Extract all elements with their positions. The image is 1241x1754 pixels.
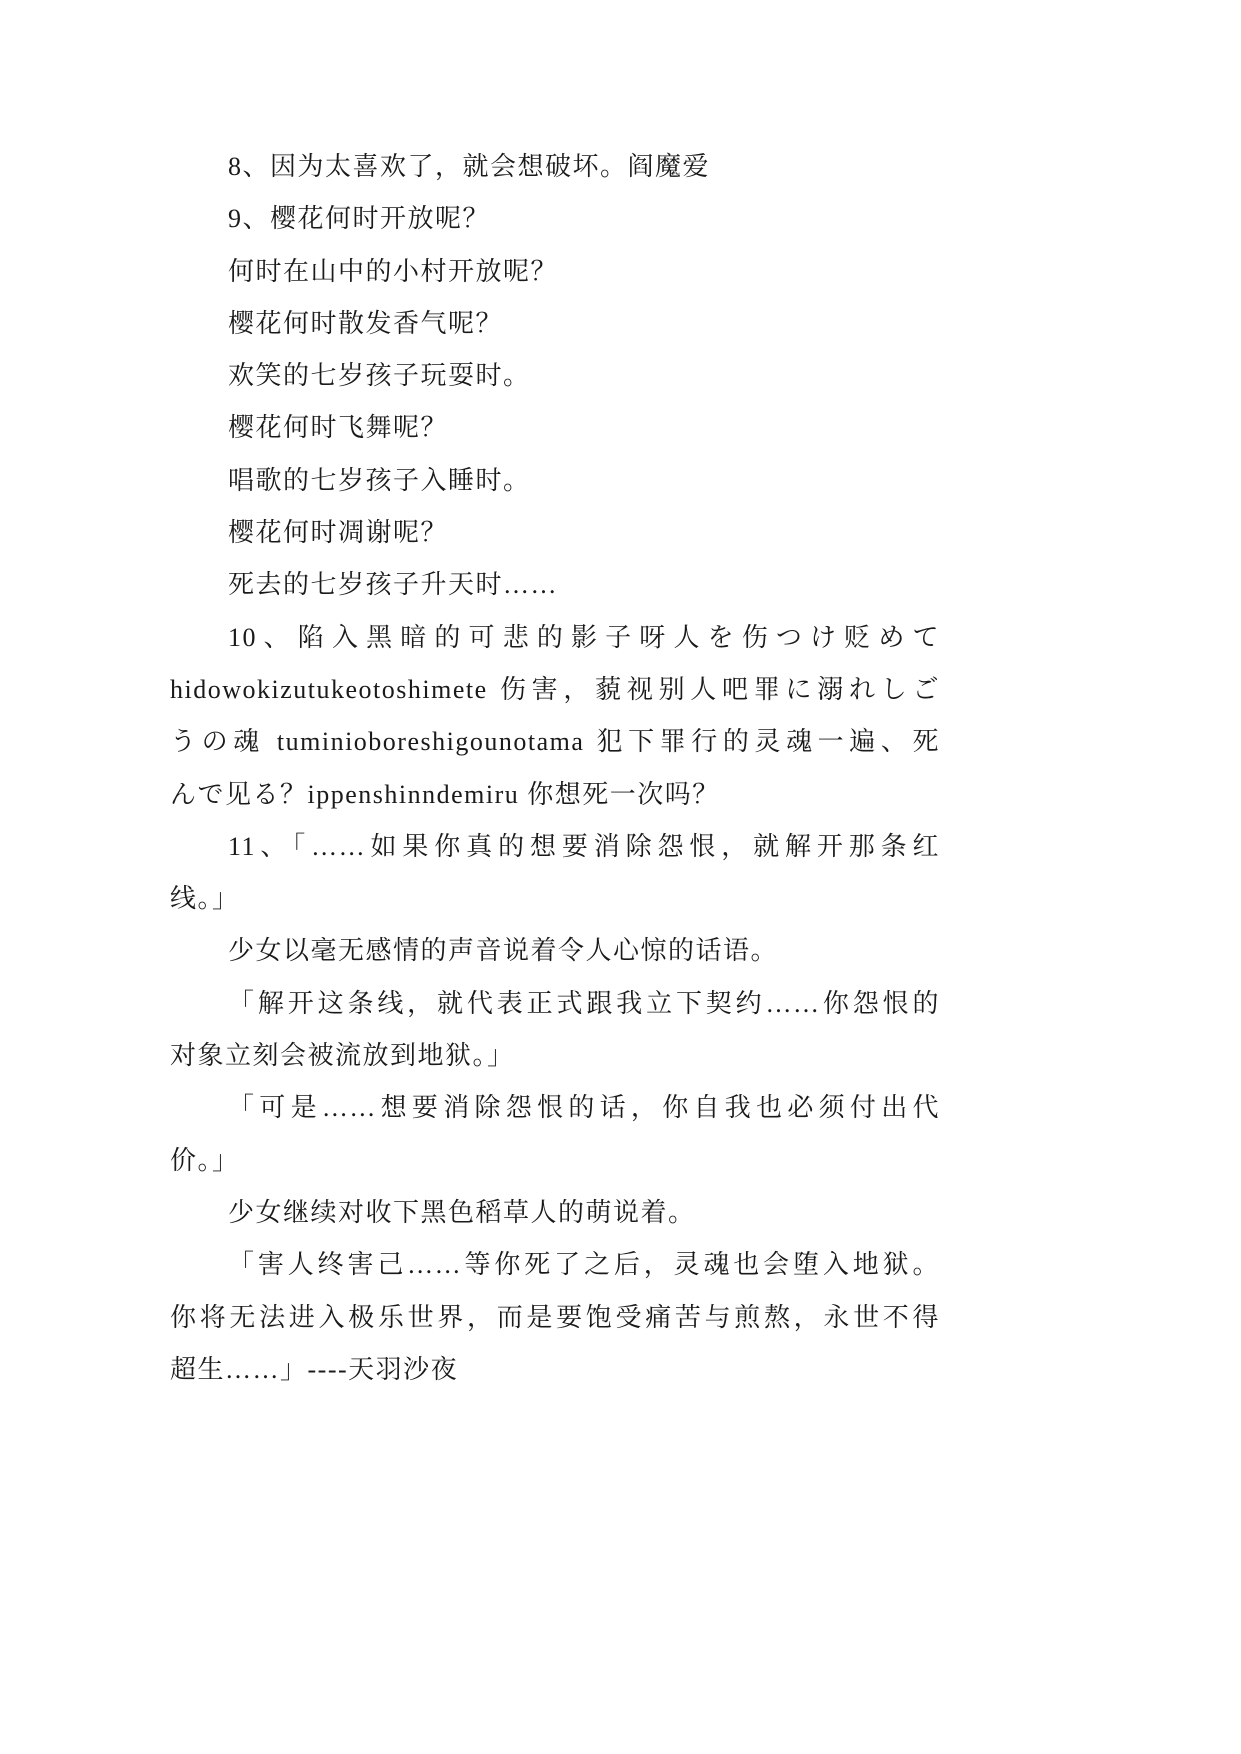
text-line: hidowokizutukeotoshimete 伤害，藐视别人吧罪に溺れしご [170, 674, 940, 704]
poem-line [170, 455, 940, 507]
text-line: 9、樱花何时开放呢？ [228, 204, 491, 234]
poem-line [170, 402, 940, 454]
dialogue-paragraph [170, 978, 940, 1083]
paragraph-item-8 [170, 141, 940, 193]
text-line: 何时在山中的小村开放呢？ [228, 256, 559, 286]
poem-line [170, 246, 940, 298]
text-line: 少女以毫无感情的声音说着令人心惊的话语。 [228, 936, 779, 966]
text-line: 线。」 [170, 884, 240, 914]
text-line: 「解开这条线，就代表正式跟我立下契约……你怨恨的 [228, 988, 940, 1018]
paragraph-item-9 [170, 193, 940, 245]
text-line: 欢笑的七岁孩子玩耍时。 [228, 361, 531, 391]
text-line: 11、「……如果你真的想要消除怨恨，就解开那条红 [228, 831, 940, 861]
text-line: 樱花何时飞舞呢？ [228, 413, 449, 443]
poem-line [170, 507, 940, 559]
paragraph [170, 925, 940, 977]
poem-line [170, 298, 940, 350]
text-line: うの魂 tuminioboreshigounotama 犯下罪行的灵魂一遍、死 [170, 727, 940, 757]
paragraph-item-11 [170, 821, 940, 926]
document-body [170, 141, 940, 1396]
dialogue-paragraph [170, 1239, 940, 1396]
text-line: 10、陷入黑暗的可悲的影子呀人を伤つけ贬めて [228, 622, 940, 652]
text-line: 死去的七岁孩子升天时…… [228, 570, 559, 600]
text-line: 「害人终害己……等你死了之后，灵魂也会堕入地狱。 [228, 1250, 940, 1280]
text-line: 樱花何时散发香气呢？ [228, 308, 504, 338]
dialogue-paragraph [170, 1082, 940, 1187]
text-line: 8、因为太喜欢了，就会想破坏。阎魔爱 [228, 152, 711, 181]
text-line: んで见る？ippenshinndemiru 你想死一次吗？ [170, 779, 720, 809]
paragraph-item-10 [170, 612, 940, 821]
text-line: 少女继续对收下黑色稻草人的萌说着。 [228, 1197, 696, 1227]
text-line: 对象立刻会被流放到地狱。」 [170, 1041, 515, 1071]
paragraph [170, 1187, 940, 1239]
text-line: 价。」 [170, 1145, 240, 1175]
text-line: 「可是……想要消除怨恨的话，你自我也必须付出代 [228, 1093, 940, 1123]
text-line: 樱花何时凋谢呢？ [228, 518, 449, 548]
text-line: 唱歌的七岁孩子入睡时。 [228, 465, 531, 495]
poem-line [170, 559, 940, 611]
poem-line [170, 350, 940, 402]
text-line: 超生……」----天羽沙夜 [170, 1354, 459, 1384]
text-line: 你将无法进入极乐世界，而是要饱受痛苦与煎熬，永世不得 [170, 1302, 940, 1332]
